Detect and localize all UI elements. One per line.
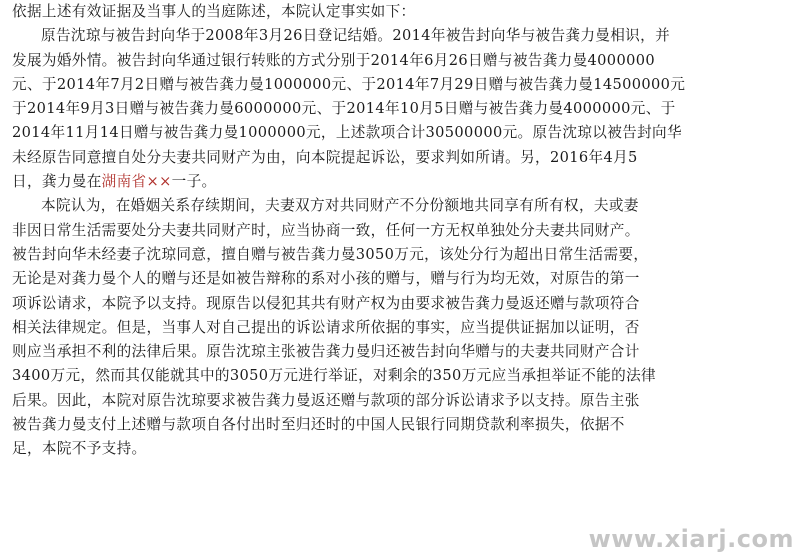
text-line: 2014年11月14日赠与被告龚力曼1000000元，上述款项合计30500000元。原告沈琼以被告封向华 <box>12 124 682 142</box>
text-line: 项诉讼请求，本院予以支持。现原告以侵犯其共有财产权为由要求被告龚力曼返还赠与款项符合 <box>12 294 640 312</box>
text-segment: 一子。 <box>171 173 217 191</box>
text-segment: 日，龚力曼在 <box>12 173 102 191</box>
text-line: 非因日常生活需要处分夫妻共同财产时，应当协商一致，任何一方无权单独处分夫妻共同财产。 <box>12 221 640 239</box>
text-line: 原告沈琼与被告封向华于2008年3月26日登记结婚。2014年被告封向华与被告龚力曼相识，并 <box>41 27 671 45</box>
text-line: 发展为婚外情。被告封向华通过银行转账的方式分别于2014年6月26日赠与被告龚力曼4000000 <box>12 51 655 69</box>
text-line: 则应当承担不利的法律后果。原告沈琼主张被告龚力曼归还被告封向华赠与的夫妻共同财产合计 <box>12 343 640 361</box>
text-line: 依据上述有效证据及当事人的当庭陈述，本院认定事实如下： <box>12 3 416 20</box>
text-line: 本院认为，在婚姻关系存续期间，夫妻双方对共同财产不分份额地共同享有所有权，夫或妻 <box>41 197 639 215</box>
judgment-text <box>12 0 780 462</box>
text-line: 未经原告同意擅自处分夫妻共同财产为由，向本院提起诉讼，要求判如所请。另，2016年4月5 <box>12 148 638 166</box>
site-watermark: www.xiarj.com <box>588 525 794 553</box>
text-line: 被告龚力曼支付上述赠与款项自各付出时至归还时的中国人民银行同期贷款利率损失，依据不 <box>12 416 625 434</box>
text-line: 相关法律规定。但是，当事人对自己提出的诉讼请求所依据的事实，应当提供证据加以证明，否 <box>12 318 640 336</box>
place-name-link[interactable]: 湖南省×× <box>101 173 172 191</box>
text-line: 元、于2014年7月2日赠与被告龚力曼1000000元、于2014年7月29日赠与被告龚力曼14500000元 <box>12 75 686 93</box>
text-line: 足，本院不予支持。 <box>12 440 147 458</box>
text-line: 于2014年9月3日赠与被告龚力曼6000000元、于2014年10月5日赠与被告龚力曼4000000元、于 <box>12 100 676 118</box>
text-line: 无论是对龚力曼个人的赠与还是如被告辩称的系对小孩的赠与，赠与行为均无效，对原告的第一 <box>12 270 640 288</box>
text-line: 3400万元，然而其仅能就其中的3050万元进行举证，对剩余的350万元应当承担举证不能的法律 <box>12 367 656 385</box>
text-line-with-link <box>12 170 780 194</box>
text-line: 被告封向华未经妻子沈琼同意，擅自赠与被告龚力曼3050万元，该处分行为超出日常生活需要， <box>12 245 649 263</box>
text-line: 后果。因此，本院对原告沈琼要求被告龚力曼返还赠与款项的部分诉讼请求予以支持。原告主张 <box>12 391 640 409</box>
